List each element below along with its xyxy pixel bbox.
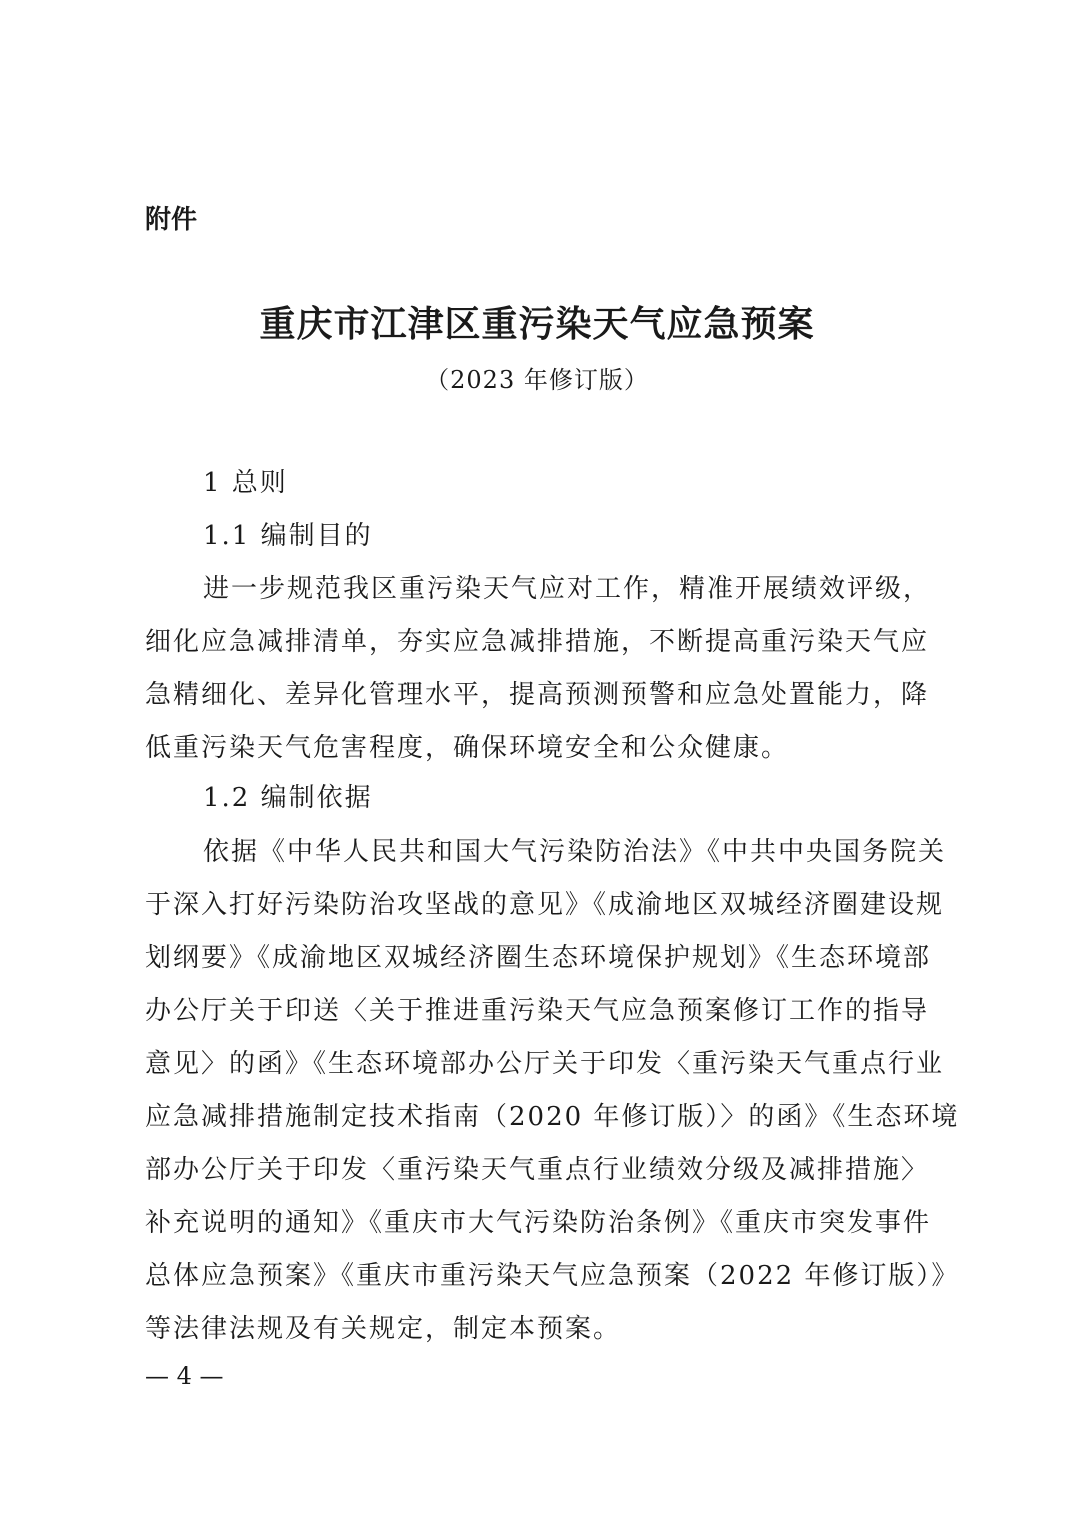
- paragraph-line: 补充说明的通知》《重庆市大气污染防治条例》《重庆市突发事件: [145, 1208, 932, 1238]
- attachment-label: 附件: [145, 205, 198, 235]
- paragraph-line: 部办公厅关于印发〈重污染天气重点行业绩效分级及减排措施〉: [145, 1155, 930, 1185]
- section-heading-purpose: 1.1 编制目的: [203, 521, 373, 551]
- paragraph-line: 总体应急预案》《重庆市重污染天气应急预案（2022 年修订版）》: [145, 1261, 960, 1291]
- paragraph-line: 急精细化、差异化管理水平，提高预测预警和应急处置能力，降: [145, 680, 930, 710]
- paragraph-line: 进一步规范我区重污染天气应对工作，精准开展绩效评级，: [203, 574, 932, 604]
- paragraph-line: 应急减排措施制定技术指南（2020 年修订版）〉的函》《生态环境: [145, 1102, 960, 1132]
- section-heading-basis: 1.2 编制依据: [203, 783, 373, 813]
- paragraph-line: 办公厅关于印送〈关于推进重污染天气应急预案修订工作的指导: [145, 996, 930, 1026]
- page-number: — 4 —: [145, 1362, 224, 1390]
- paragraph-line: 细化应急减排清单，夯实应急减排措施，不断提高重污染天气应: [145, 627, 930, 657]
- paragraph-basis: [145, 826, 960, 1356]
- document-title: 重庆市江津区重污染天气应急预案: [259, 303, 815, 345]
- section-heading-general: 1 总则: [203, 468, 288, 498]
- paragraph-line: 意见〉的函》《生态环境部办公厅关于印发〈重污染天气重点行业: [145, 1049, 945, 1079]
- paragraph-line: 于深入打好污染防治攻坚战的意见》《成渝地区双城经济圈建设规: [145, 890, 945, 920]
- document-subtitle: （2023 年修订版）: [425, 366, 649, 394]
- paragraph-line: 依据《中华人民共和国大气污染防治法》《中共中央国务院关: [203, 837, 947, 867]
- paragraph-line: 划纲要》《成渝地区双城经济圈生态环境保护规划》《生态环境部: [145, 943, 932, 973]
- paragraph-purpose: [145, 563, 945, 775]
- paragraph-line: 低重污染天气危害程度，确保环境安全和公众健康。: [145, 733, 790, 763]
- paragraph-line: 等法律法规及有关规定，制定本预案。: [145, 1314, 622, 1344]
